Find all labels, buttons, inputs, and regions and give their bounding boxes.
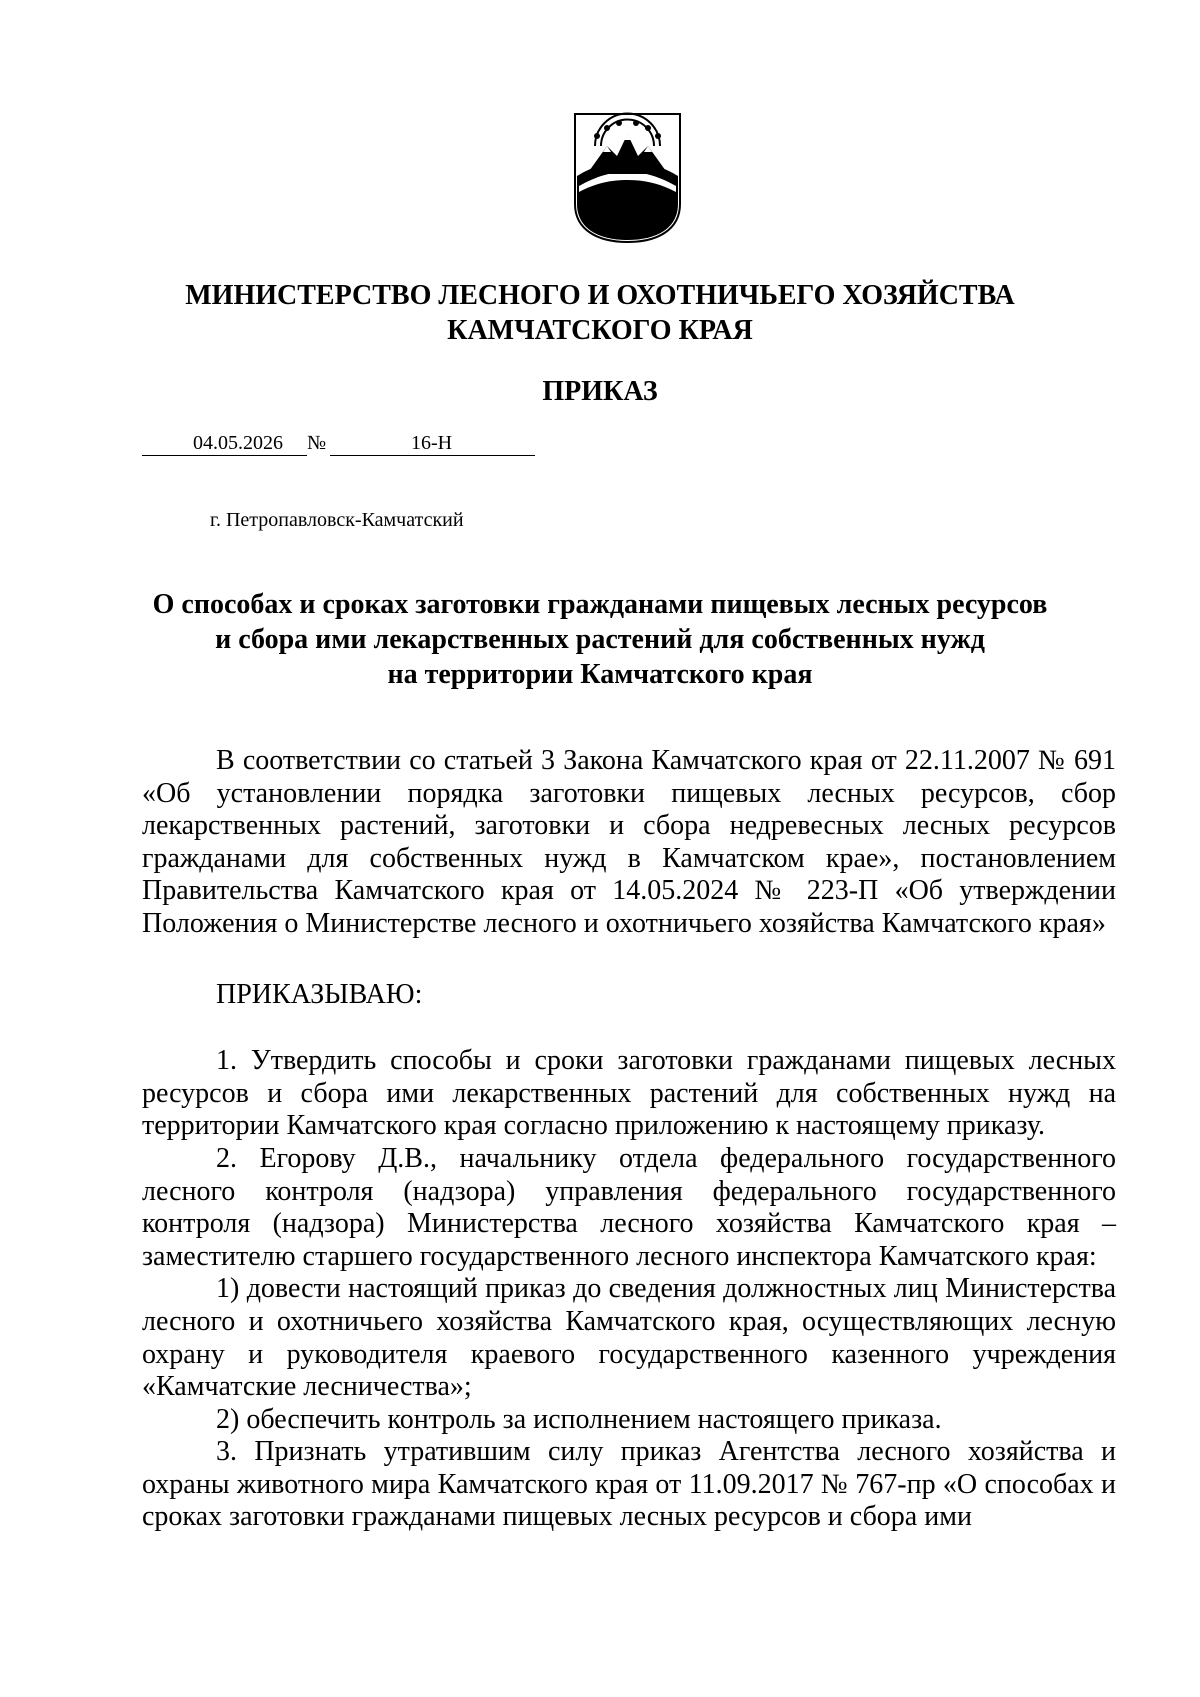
item-2-paragraph: 2. Егорову Д.В., начальнику отдела федерального государственного лесного контроля (надзора) управления федерального государственного контроля (надзора) Министерства лесного хозяйства Камчатского края – заместителю старшего государственного лесного инспектора Камчатского края: [142,1142,1116,1272]
number-underline [330,455,535,456]
order-body [142,745,1116,1534]
date-underline [142,455,307,456]
order-date: 04.05.2026 [193,432,283,454]
number-sign: № [307,432,327,454]
subject-line-2: и сбора ими лекарственных растений для собственных нужд [215,624,985,655]
city-name: г. Петропавловск-Камчатский [210,509,464,531]
order-word: ПРИКАЗЫВАЮ: [216,978,423,1010]
document-type-title: ПРИКАЗ [542,376,658,407]
item-1-paragraph: 1. Утвердить способы и сроки заготовки гражданами пищевых лесных ресурсов и сбора ими лекарственных растений для собственных нужд на территории Камчатского края согласно приложению к настоящему приказу. [142,1045,1116,1142]
subject-line-1: О способах и сроках заготовки гражданами пищевых лесных ресурсов [152,589,1048,620]
item-3-paragraph: 3. Признать утратившим силу приказ Агентства лесного хозяйства и охраны животного мира Камчатского края от 11.09.2017 № 767-пр «О способах и сроках заготовки гражданами пищевых лесных ресурсов и сбора ими [142,1436,1116,1533]
item-2-2-paragraph: 2) обеспечить контроль за исполнением настоящего приказа. [216,1403,942,1435]
ministry-name-line-1: МИНИСТЕРСТВО ЛЕСНОГО И ОХОТНИЧЬЕГО ХОЗЯЙСТВА [185,280,1015,311]
subject-line-3: на территории Камчатского края [387,659,813,690]
order-subject [130,587,1070,692]
item-2-1-paragraph: 1) довести настоящий приказ до сведения должностных лиц Министерства лесного и охотничьего хозяйства Камчатского края, осуществляющих лесную охрану и руководителя краевого государственного казенного учреждения «Камчатские лесничества»; [142,1273,1116,1403]
order-number: 16-Н [411,432,453,454]
ministry-name-line-2: КАМЧАТСКОГО КРАЯ [447,315,753,346]
coat-of-arms-emblem [573,112,682,244]
ministry-name [0,278,1200,348]
preamble-paragraph: В соответствии со статьей 3 Закона Камчатского края от 22.11.2007 № 691 «Об установлении порядка заготовки пищевых лесных ресурсов, сбор лекарственных растений, заготовки и сбора недревесных лесных ресурсов гражданами для собственных нужд в Камчатском крае», постановлением Правительства Камчатского края от 14.05.2024 № 223-П «Об утверждении Положения о Министерстве лесного и охотничьего хозяйства Камчатского края» [142,745,1116,939]
